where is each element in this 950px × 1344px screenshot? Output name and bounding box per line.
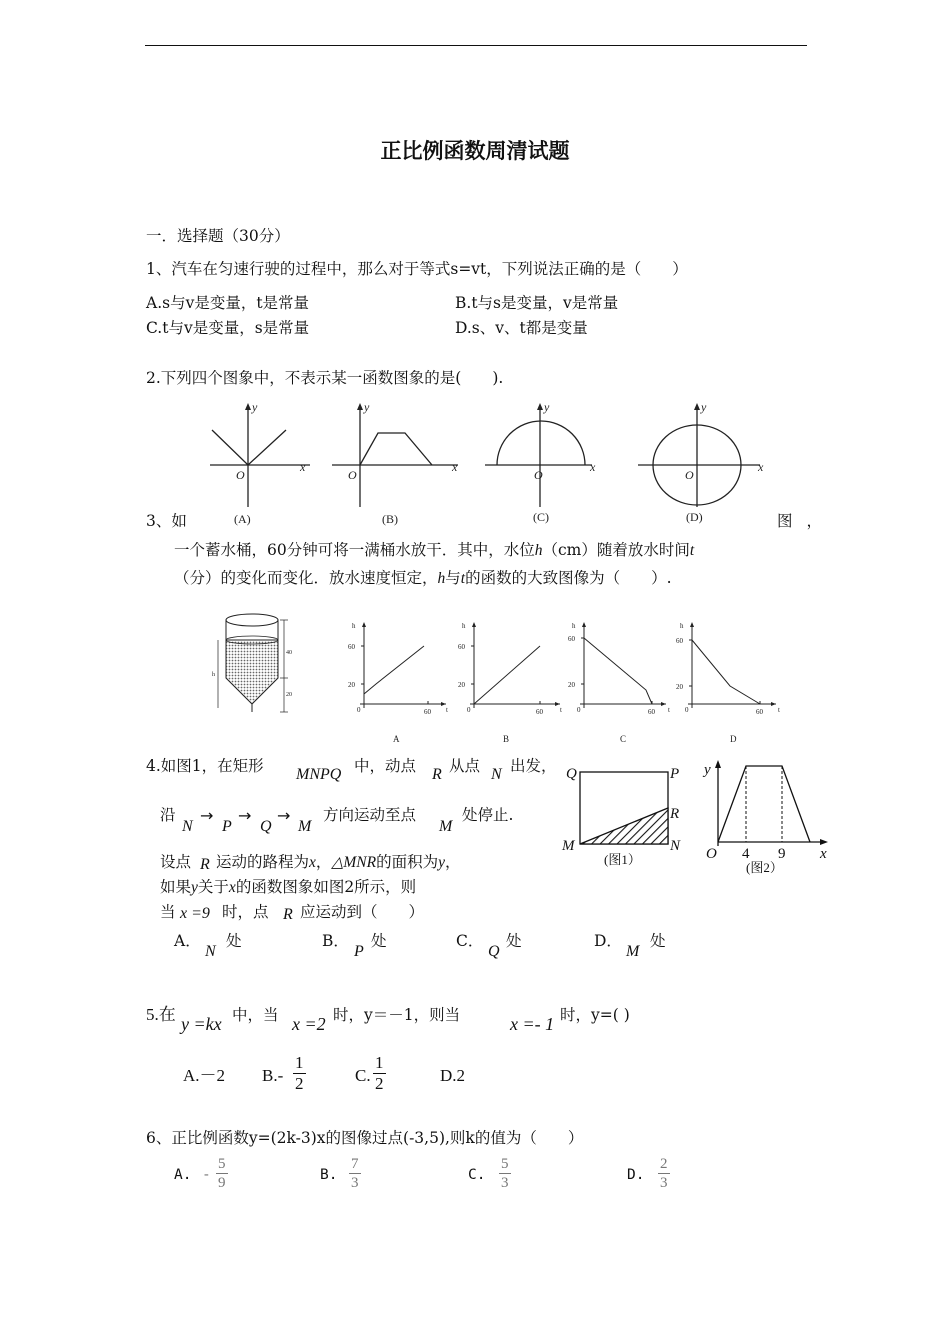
q5-b-den: 2	[295, 1074, 304, 1093]
q3-line2	[174, 540, 694, 561]
q4-opt-a-suffix: 处	[226, 932, 242, 950]
q5-opt-c: C.	[355, 1066, 371, 1085]
gb-60: 60	[458, 643, 465, 651]
q4-x9: x =9	[180, 905, 210, 922]
graph-c-origin: O	[534, 468, 543, 482]
q5-eq2: x =2	[292, 1014, 326, 1034]
page-title: 正比例函数周清试题	[380, 138, 570, 163]
gb-0: 0	[467, 706, 471, 714]
q4-opt-a-pt: N	[205, 943, 216, 960]
q6-opt-a: A.	[174, 1167, 192, 1183]
q4-opt-c-suffix: 处	[506, 932, 522, 950]
q5-b: 中，当	[232, 1006, 279, 1024]
q1-option-a: A.s与v是变量，t是常量	[146, 294, 310, 312]
q4-l4a: 如果	[160, 878, 192, 896]
fig1-M: M	[562, 838, 575, 854]
q4-l3b: 运动的路程为	[216, 853, 310, 871]
q4-l1b: 中，动点	[354, 757, 417, 775]
q4-opt-a-letter: A．	[174, 932, 201, 950]
q5-d: 时，y=( )	[560, 1006, 630, 1024]
q4-l3e: ，	[444, 853, 461, 871]
graph-a-origin: O	[236, 468, 245, 482]
fig1-R: R	[670, 806, 680, 822]
q3-line3c: 的函数的大致图像为（ ）.	[465, 569, 672, 587]
ga-x60: 60	[424, 708, 431, 716]
graph-c-x: x	[590, 460, 596, 474]
q3-h2: h	[437, 570, 446, 587]
q3-t: t	[689, 542, 695, 559]
q4-Q2: Q	[260, 818, 272, 835]
bucket-40: 40	[286, 650, 292, 656]
q3-graph-b-label: B	[503, 734, 510, 744]
q6-c-den: 3	[501, 1175, 509, 1191]
q4-opt-b-suffix: 处	[371, 932, 387, 950]
q4-M2: M	[298, 818, 312, 835]
graph-d-label: (D)	[686, 510, 703, 524]
gc-x60: 60	[648, 708, 655, 716]
q4-x2: x	[228, 879, 236, 896]
graph-c-label: (C)	[533, 510, 549, 524]
q6-a-den: 9	[218, 1175, 226, 1191]
bucket-20: 20	[286, 692, 292, 698]
q6-opt-d-fraction	[658, 1155, 670, 1192]
graph-d-origin: O	[685, 468, 694, 482]
arrow-icon: →	[238, 806, 252, 825]
q4-opt-b-letter: B．	[322, 932, 349, 950]
arrow-icon: →	[200, 806, 214, 825]
q3-graph-a-label: A	[393, 734, 400, 744]
q1-option-b: B.t与s是变量，v是常量	[455, 294, 619, 312]
gc-20: 20	[568, 681, 575, 689]
q5-a: 5.在	[146, 1005, 176, 1024]
q4-R1: R	[432, 766, 442, 783]
q6-opt-b: B.	[320, 1167, 338, 1183]
ga-h: h	[352, 622, 356, 630]
q4-y: y	[438, 854, 445, 871]
q4-opt-c-letter: C．	[456, 932, 484, 950]
q6-opt-c: C.	[468, 1167, 486, 1183]
graph-b-y: y	[364, 400, 370, 414]
graph-d-x: x	[758, 460, 764, 474]
q5-c-den: 2	[375, 1074, 384, 1093]
q6-opt-b-fraction	[349, 1155, 361, 1192]
q6-opt-d: D.	[627, 1167, 645, 1183]
graph-b-label: (B)	[382, 512, 398, 526]
gd-60: 60	[676, 637, 683, 645]
q3-h: h	[534, 542, 543, 559]
q4-M3: M	[439, 818, 453, 835]
q4-l4c: 的函数图象如图2所示，则	[235, 878, 417, 896]
q6-opt-c-fraction	[499, 1155, 511, 1192]
ga-0: 0	[357, 706, 361, 714]
q5-opt-c-fraction	[373, 1053, 386, 1094]
q4-mnr: △MNR	[331, 854, 377, 871]
graph-b-x: x	[452, 460, 458, 474]
gb-h: h	[462, 622, 466, 630]
q4-opt-d-pt: M	[626, 943, 640, 960]
gd-0: 0	[685, 706, 689, 714]
q6-c-num: 5	[501, 1156, 509, 1172]
gd-x60: 60	[756, 708, 763, 716]
q5-c: 时，y＝－1，则当	[333, 1006, 461, 1024]
q6-opt-a-fraction	[216, 1155, 228, 1192]
q3-lead: 3、如	[146, 512, 187, 530]
q4-l2a: 沿	[160, 806, 176, 824]
gc-0: 0	[577, 706, 581, 714]
q3-line2b: （cm）随着放水时间	[542, 541, 690, 559]
q5-c-num: 1	[375, 1053, 384, 1072]
q3-line3b: 与	[445, 569, 461, 587]
q4-l5a: 当	[160, 903, 176, 921]
fig1-P: P	[670, 766, 680, 782]
fig2-caption: (图2）	[746, 860, 783, 875]
q6-b-den: 3	[351, 1175, 359, 1191]
q3-graph-d-label: D	[730, 734, 737, 744]
q4-y2: y	[191, 879, 198, 896]
q6-b-num: 7	[351, 1156, 359, 1172]
graph-b-origin: O	[348, 468, 357, 482]
fig2-O: O	[706, 846, 717, 862]
q3-graphs	[340, 612, 790, 747]
gd-20: 20	[676, 683, 683, 691]
q4-l2c: 处停止.	[462, 806, 514, 824]
q5-eq1: y =kx	[181, 1014, 222, 1034]
q1-option-c: C.t与v是变量，s是常量	[146, 319, 310, 337]
ga-20: 20	[348, 681, 355, 689]
q6-d-num: 2	[660, 1156, 668, 1172]
q4-opt-b-pt: P	[354, 943, 364, 960]
q4-R5: R	[283, 906, 293, 923]
arrow-icon: →	[277, 806, 291, 825]
gd-h: h	[680, 622, 684, 630]
gc-60: 60	[568, 635, 575, 643]
q3-line3a: （分）的变化而变化．放水速度恒定，	[174, 569, 438, 587]
q4-figure-1	[556, 760, 696, 875]
ga-t: t	[446, 706, 448, 714]
q4-opt-d-letter: D．	[594, 932, 622, 950]
q4-mnpq: MNPQ	[296, 766, 342, 783]
q4-P2: P	[222, 818, 232, 835]
q4-l4b: 关于	[197, 878, 229, 896]
q4-line4	[160, 877, 416, 898]
fig2-9: 9	[778, 846, 786, 862]
graph-a-x: x	[300, 460, 306, 474]
q4-opt-d-suffix: 处	[650, 932, 666, 950]
q4-l1c: 从点	[449, 757, 481, 775]
q6-d-den: 3	[660, 1175, 668, 1191]
q4-N2: N	[182, 818, 193, 835]
q5-eq3: x =- 1	[510, 1014, 555, 1034]
fig1-Q: Q	[566, 766, 577, 782]
graph-d-y: y	[701, 400, 707, 414]
q4-N1: N	[491, 766, 502, 783]
fig2-x: x	[820, 846, 827, 862]
q3-line2a: 一个蓄水桶，60分钟可将一满桶水放干．其中，水位	[174, 541, 535, 559]
q4-line1	[146, 756, 264, 776]
q4-line3	[216, 852, 460, 873]
q4-opt-c-pt: Q	[488, 943, 500, 960]
graph-c-y: y	[544, 400, 550, 414]
q4-l2b: 方向运动至点	[323, 806, 417, 824]
section-heading: 一．选择题（30分）	[146, 227, 290, 245]
q4-l5b: 时，点	[222, 903, 269, 921]
q4-l3c: ，	[315, 853, 332, 871]
q2-graphs	[200, 395, 780, 530]
q4-R3: R	[200, 856, 210, 873]
q4-l3d: 的面积为	[376, 853, 439, 871]
gc-h: h	[572, 622, 576, 630]
q6-a-num: 5	[218, 1156, 226, 1172]
gc-t: t	[668, 706, 670, 714]
q5-opt-b: B.-	[262, 1066, 284, 1085]
q4-l5c: 应运动到（ ）	[300, 903, 425, 921]
q1-stem: 1、汽车在匀速行驶的过程中，那么对于等式s=vt，下列说法正确的是（ ）	[146, 260, 688, 278]
q3-bucket-figure	[210, 608, 300, 718]
bucket-h: h	[212, 672, 215, 678]
q3-line3	[174, 568, 672, 589]
ga-60: 60	[348, 643, 355, 651]
q3-tail: 图，	[777, 512, 837, 530]
gb-20: 20	[458, 681, 465, 689]
q4-l1a: 4.如图1，在矩形	[146, 757, 264, 775]
fig1-caption: (图1）	[604, 852, 641, 867]
graph-a-label: (A)	[234, 512, 251, 526]
q5-b-num: 1	[295, 1053, 304, 1072]
q3-graph-c-label: C	[620, 734, 627, 744]
q3-t2: t	[460, 570, 466, 587]
q6-opt-a-sign: -	[202, 1167, 211, 1183]
fig2-y: y	[704, 762, 711, 778]
q6-stem: 6、正比例函数y=(2k-3)x的图像过点(-3,5),则k的值为（ ）	[146, 1129, 584, 1147]
fig2-4: 4	[742, 846, 750, 862]
gd-t: t	[778, 706, 780, 714]
q4-l3a: 设点	[160, 853, 192, 871]
q1-option-d: D.s、v、t都是变量	[455, 319, 588, 337]
q5-opt-b-fraction	[293, 1053, 306, 1094]
q4-figure-2	[700, 758, 840, 878]
q4-x: x	[309, 854, 316, 871]
q5-opt-a: A.－2	[183, 1066, 226, 1085]
q4-l1d: 出发，	[510, 757, 557, 775]
q2-stem: 2.下列四个图象中，不表示某一函数图象的是( ).	[146, 369, 504, 387]
gb-t: t	[560, 706, 562, 714]
gb-x60: 60	[536, 708, 543, 716]
q5-opt-d: D.2	[440, 1066, 466, 1085]
graph-a-y: y	[252, 400, 258, 414]
header-rule	[145, 45, 807, 46]
fig1-N: N	[670, 838, 681, 854]
